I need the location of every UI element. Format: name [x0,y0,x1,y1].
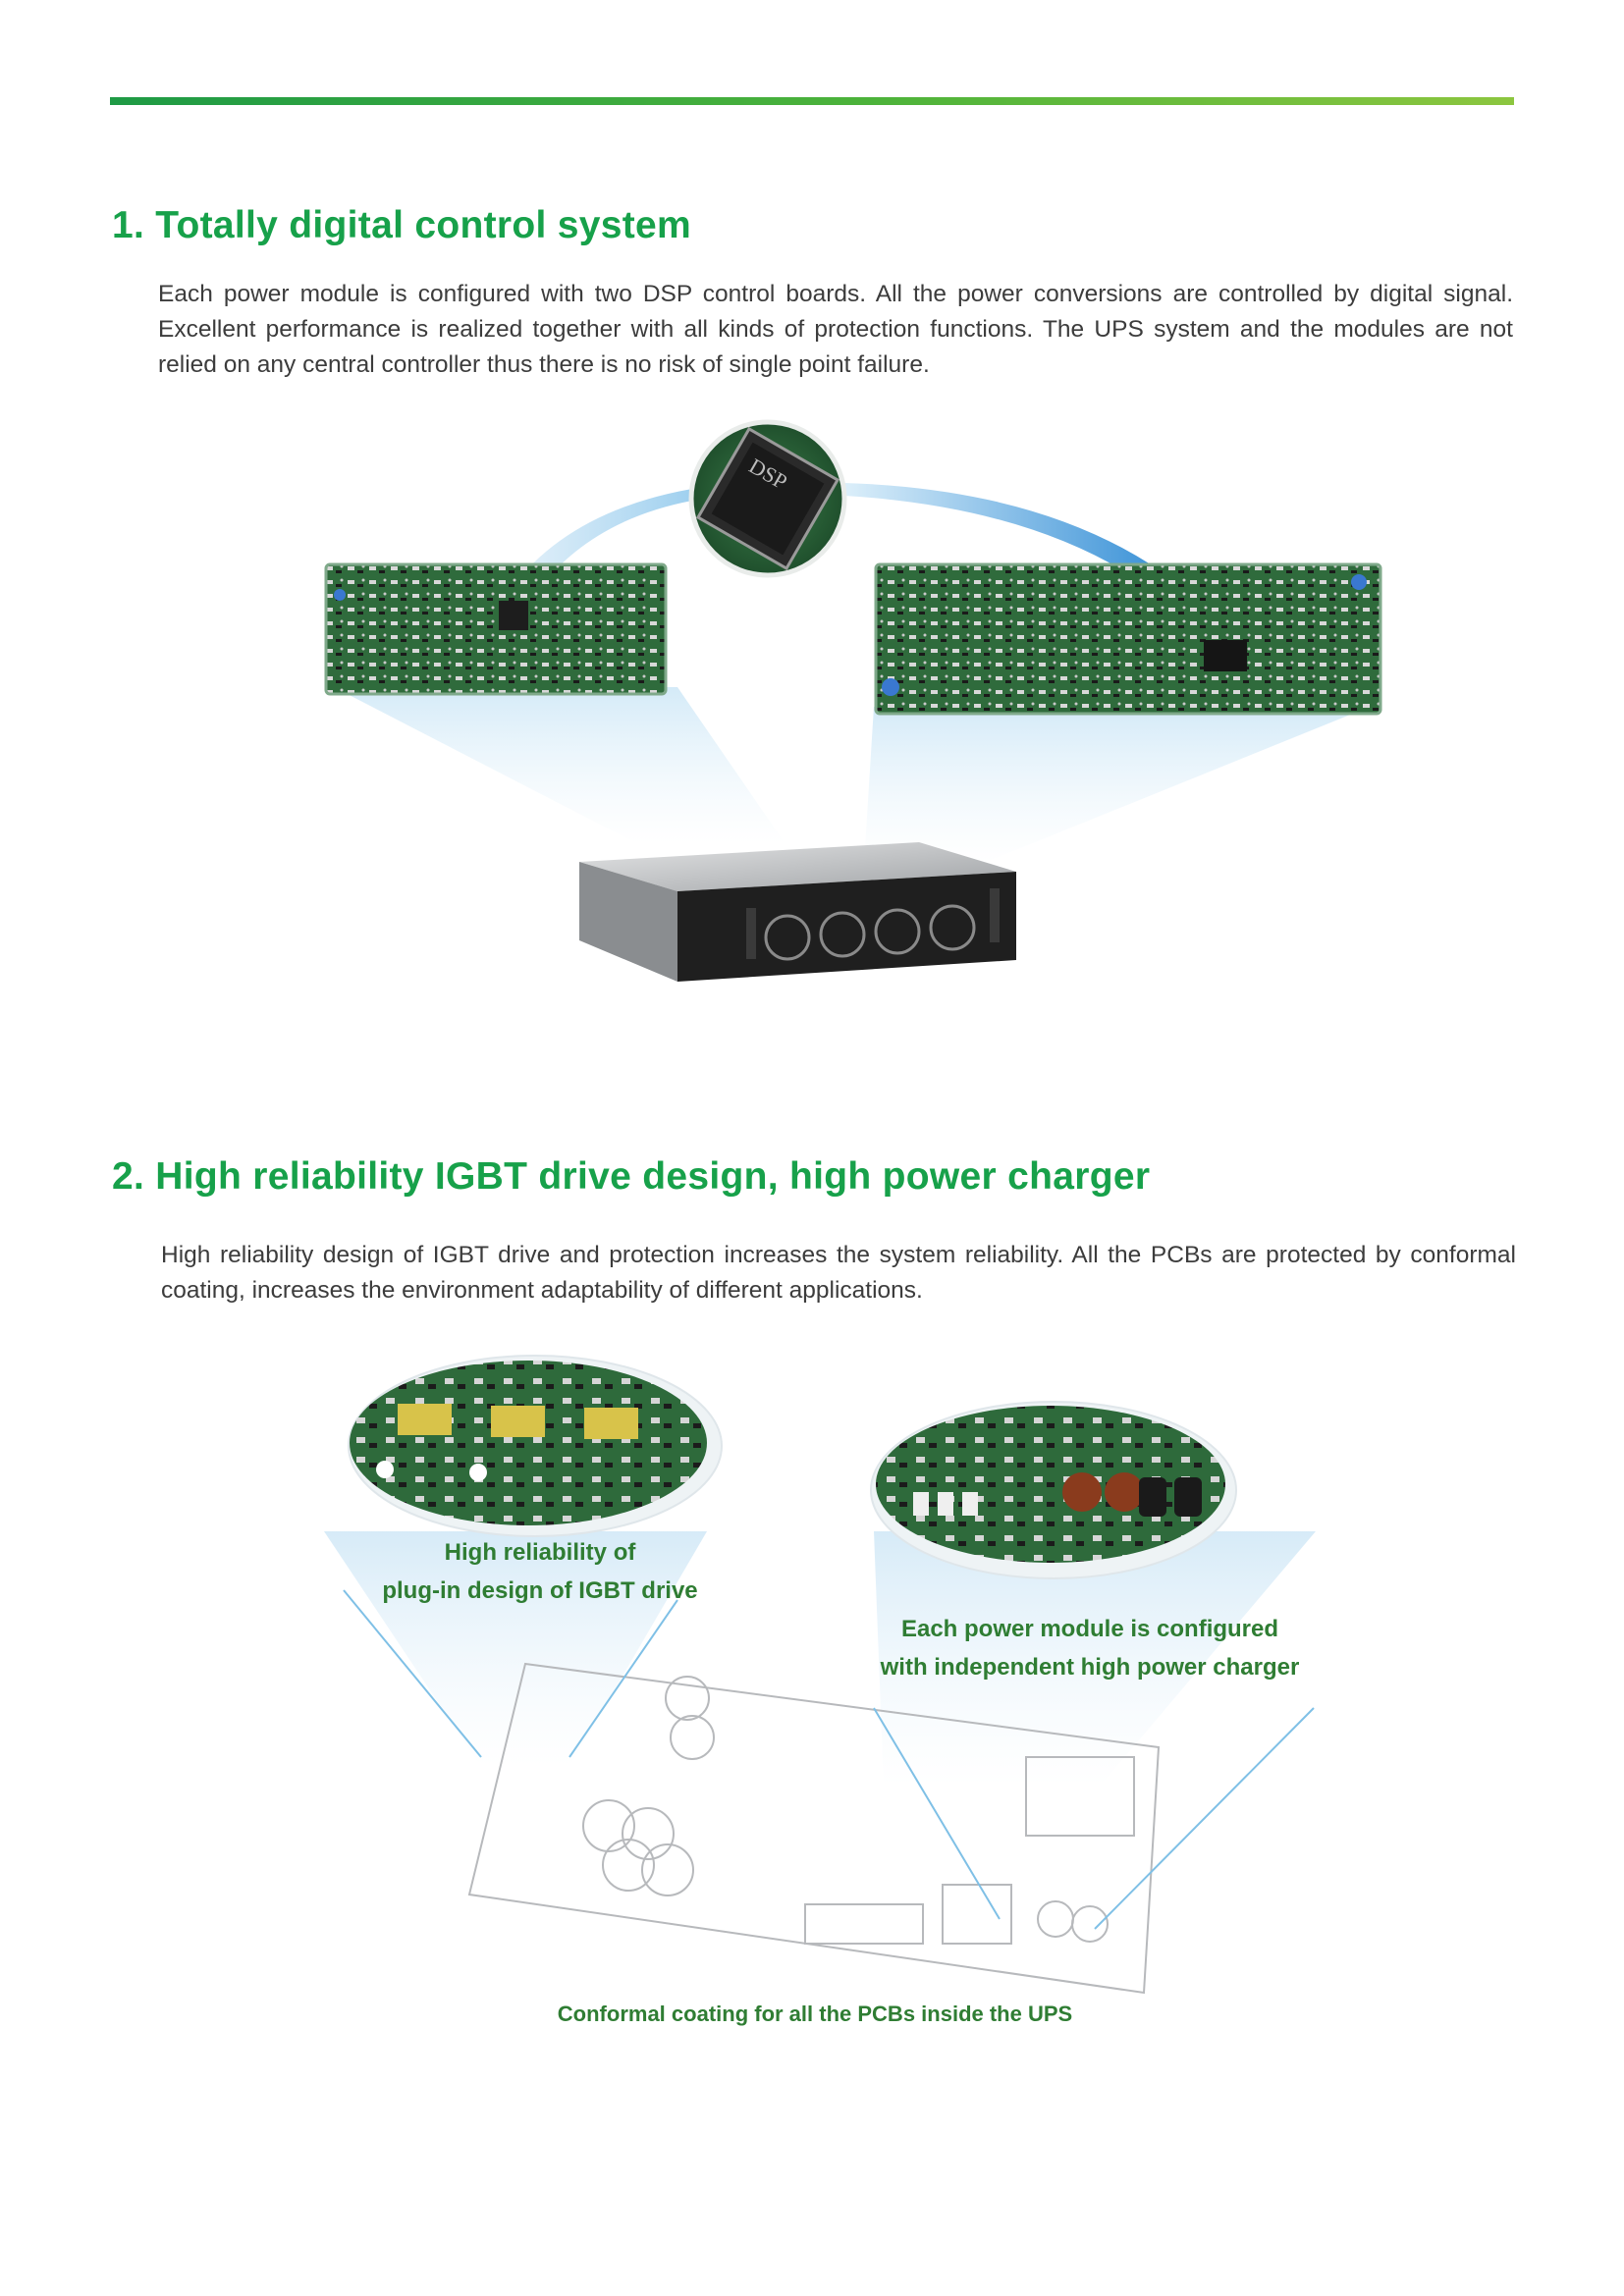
section-2-title: 2. High reliability IGBT drive design, high power charger [112,1155,1151,1198]
igbt-drive-magnifier [349,1356,722,1536]
caption-conformal: Conformal coating for all the PCBs inside the UPS [557,2002,1073,2026]
section-1-title: 1. Totally digital control system [112,204,691,246]
caption-igbt-line2: plug-in design of IGBT drive [382,1577,698,1604]
caption-charger-line1: Each power module is configured [900,1616,1279,1642]
caption-igbt-line1: High reliability of [444,1539,636,1566]
section-1-body: Each power module is configured with two DSP control boards. All the power conversions are controlled by digital signal. Excellent performance is realized together with all kinds of protection functions. The UPS system and the modules are not relied on any central controller thus there is no risk of single point failure. [158,281,1513,378]
caption-charger [854,1610,1326,1686]
caption-charger-line2: with independent high power charger [880,1654,1300,1681]
caption-igbt [373,1533,707,1610]
dsp-chip-label: DSP [744,453,792,495]
section-2-body: High reliability design of IGBT drive and protection increases the system reliability. All the PCBs are protected by conformal coating, increases the environment adaptability of different applications. [161,1242,1516,1304]
charger-magnifier [871,1402,1236,1578]
